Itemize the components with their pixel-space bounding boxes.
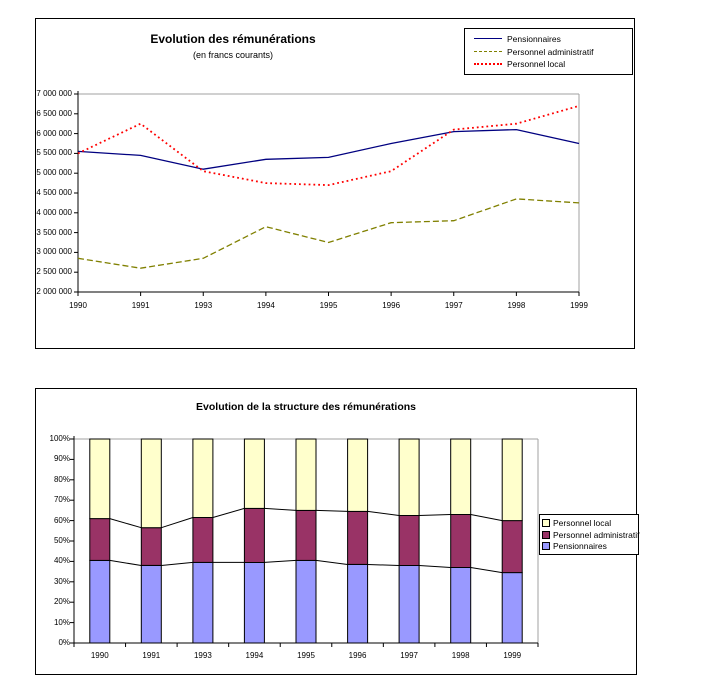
y-tick-label: 6 500 000 <box>36 108 72 118</box>
line-chart-frame <box>35 18 635 349</box>
x-tick-label: 1994 <box>256 301 275 310</box>
x-tick-label: 1990 <box>69 301 87 310</box>
bar-segment-pensionnaires <box>399 566 419 644</box>
series-connector-line <box>264 508 296 510</box>
bar-segment-personnel-local <box>451 439 471 515</box>
bar-segment-pensionnaires <box>502 573 522 643</box>
bar-segment-personnel-local <box>90 439 110 519</box>
series-connector-line <box>419 515 451 516</box>
y-tick-label: 60% <box>53 515 70 525</box>
series-connector-line <box>471 515 503 521</box>
series-connector-line <box>419 566 451 568</box>
legend-item <box>474 34 628 44</box>
series-connector-line <box>264 560 296 562</box>
legend-item-label: Personnel administratif <box>553 529 640 540</box>
x-tick-label: 1996 <box>382 301 401 310</box>
bar-segment-pensionnaires <box>141 566 161 644</box>
y-tick-label: 70% <box>53 495 70 505</box>
bar-segment-personnel-local <box>502 439 522 521</box>
bar-segment-personnel-administratif <box>193 518 213 563</box>
y-tick-label: 40% <box>53 556 70 566</box>
legend-item <box>542 518 636 528</box>
legend-item <box>474 59 628 69</box>
x-tick-label: 1993 <box>193 651 212 660</box>
bar-segment-personnel-administratif <box>348 511 368 564</box>
y-tick-label: 10% <box>53 617 70 627</box>
bar-segment-personnel-local <box>141 439 161 528</box>
x-tick-label: 1994 <box>245 651 264 660</box>
legend-item-label: Personnel local <box>507 59 566 70</box>
y-tick-label: 7 000 000 <box>36 89 72 98</box>
legend-item-label: Pensionnaires <box>507 33 561 44</box>
x-tick-label: 1999 <box>570 301 588 310</box>
series-line-personnel-local <box>78 106 579 185</box>
legend-item <box>474 47 628 57</box>
series-connector-line <box>213 508 245 517</box>
series-connector-line <box>110 519 142 528</box>
bar-segment-pensionnaires <box>451 568 471 644</box>
y-tick-label: 20% <box>53 597 70 607</box>
series-connector-line <box>368 511 400 515</box>
bar-segment-personnel-local <box>244 439 264 508</box>
x-tick-label: 1995 <box>319 301 338 310</box>
bar-segment-personnel-administratif <box>296 510 316 560</box>
bar-segment-pensionnaires <box>90 560 110 643</box>
x-tick-label: 1996 <box>348 651 367 660</box>
y-tick-label: 5 000 000 <box>36 168 72 178</box>
bar-segment-personnel-local <box>296 439 316 510</box>
bar-segment-personnel-administratif <box>244 508 264 562</box>
series-connector-line <box>316 510 348 511</box>
bar-segment-personnel-administratif <box>451 515 471 568</box>
x-tick-label: 1998 <box>451 651 470 660</box>
x-tick-label: 1998 <box>507 301 526 310</box>
y-tick-label: 100% <box>49 434 70 443</box>
bar-segment-personnel-administratif <box>141 528 161 566</box>
x-tick-label: 1991 <box>131 301 150 310</box>
x-tick-label: 1990 <box>90 651 109 660</box>
bar-segment-personnel-local <box>348 439 368 511</box>
legend-swatch-icon <box>542 519 550 527</box>
y-tick-label: 6 000 000 <box>36 128 72 138</box>
bar-segment-pensionnaires <box>193 562 213 643</box>
y-tick-label: 3 000 000 <box>36 247 72 257</box>
line-chart-title: Evolution des rémunérations <box>150 32 316 46</box>
x-tick-label: 1997 <box>400 651 418 660</box>
x-tick-label: 1995 <box>297 651 315 660</box>
bar-segment-personnel-local <box>399 439 419 516</box>
series-connector-line <box>161 518 193 528</box>
bar-segment-pensionnaires <box>296 560 316 643</box>
series-line-personnel-administratif <box>78 199 579 268</box>
line-chart-legend <box>464 28 633 75</box>
bar-segment-pensionnaires <box>348 565 368 644</box>
stacked-bar-chart-legend <box>539 514 639 555</box>
y-tick-label: 5 500 000 <box>36 148 72 158</box>
y-tick-label: 4 500 000 <box>36 188 72 197</box>
bar-segment-personnel-administratif <box>399 516 419 566</box>
line-chart-subtitle: (en francs courants) <box>192 50 274 60</box>
legend-line-sample-icon <box>474 63 502 65</box>
stacked-bar-chart-frame <box>35 388 640 675</box>
series-connector-line <box>110 560 142 565</box>
x-tick-label: 1993 <box>194 301 213 310</box>
x-tick-label: 1991 <box>142 651 161 660</box>
series-connector-line <box>368 565 400 566</box>
series-connector-line <box>161 562 193 565</box>
series-connector-line <box>471 568 503 573</box>
legend-item-label: Pensionnaires <box>553 540 607 551</box>
y-tick-label: 2 500 000 <box>36 267 72 277</box>
legend-line-sample-icon <box>474 38 502 39</box>
legend-item-label: Personnel local <box>553 518 612 529</box>
y-tick-label: 4 000 000 <box>36 207 72 217</box>
legend-item <box>542 529 640 540</box>
bar-segment-pensionnaires <box>244 562 264 643</box>
bar-segment-personnel-local <box>193 439 213 518</box>
y-tick-label: 50% <box>53 536 70 545</box>
y-tick-label: 0% <box>58 638 70 647</box>
bar-segment-personnel-administratif <box>502 521 522 573</box>
x-tick-label: 1997 <box>444 301 463 310</box>
stacked-bar-chart-title: Evolution de la structure des rémunérations <box>196 401 416 413</box>
y-tick-label: 3 500 000 <box>36 227 72 237</box>
series-connector-line <box>316 560 348 564</box>
series-line-pensionnaires <box>78 130 579 170</box>
x-tick-label: 1999 <box>503 651 522 660</box>
y-tick-label: 2 000 000 <box>36 287 72 296</box>
legend-swatch-icon <box>542 531 550 539</box>
y-tick-label: 30% <box>53 576 70 586</box>
legend-item-label: Personnel administratif <box>507 46 594 57</box>
legend-item <box>542 541 636 551</box>
bar-segment-personnel-administratif <box>90 519 110 561</box>
legend-swatch-icon <box>542 542 550 550</box>
legend-line-sample-icon <box>474 51 502 52</box>
y-tick-label: 90% <box>53 454 70 464</box>
y-tick-label: 80% <box>53 474 70 484</box>
